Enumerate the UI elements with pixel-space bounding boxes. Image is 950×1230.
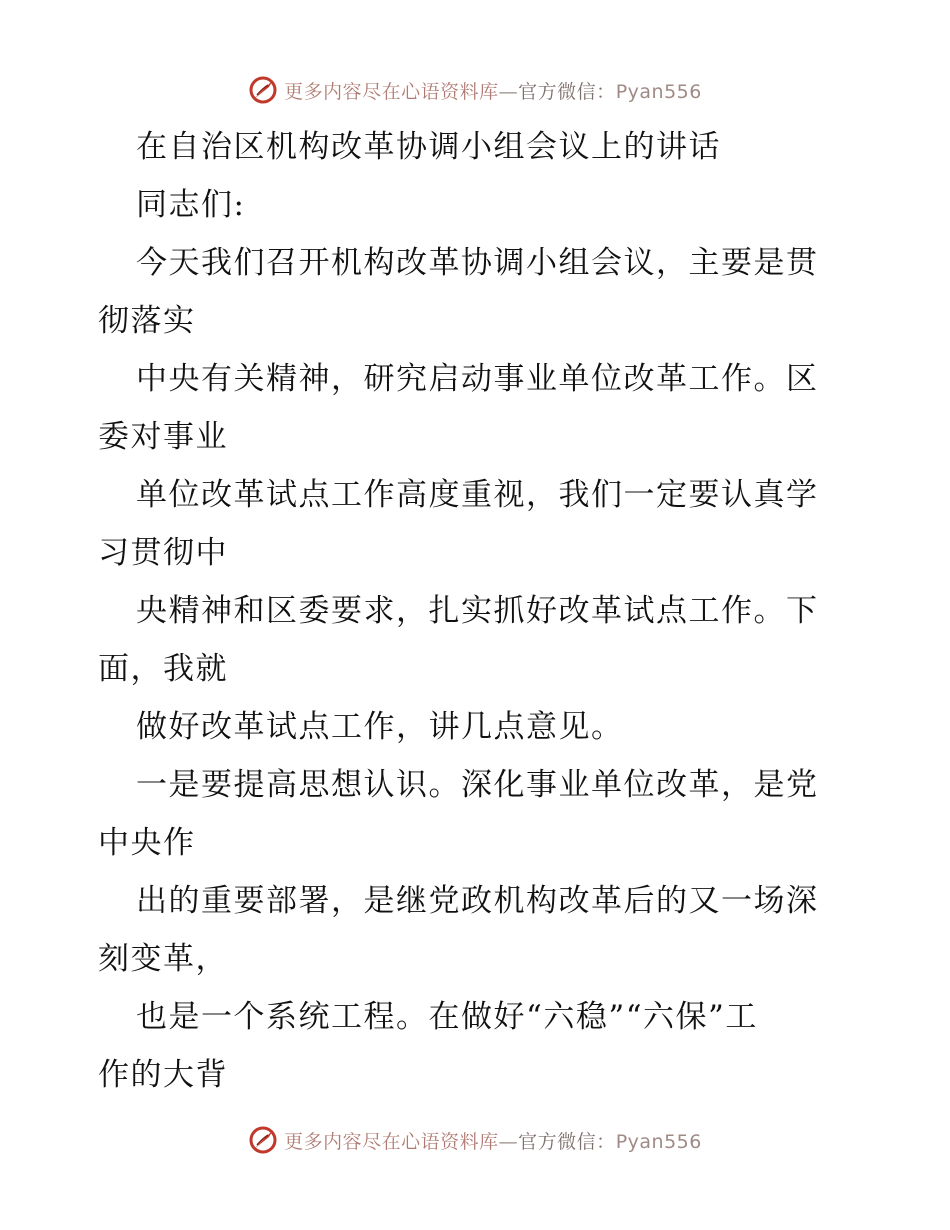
document-title: 在自治区机构改革协调小组会议上的讲话 — [136, 129, 721, 165]
watermark-dash: — — [498, 1130, 519, 1153]
watermark-wechat-id: Pyan556 — [615, 80, 702, 103]
text-line: 委对事业 — [98, 419, 228, 455]
red-quill-seal-icon — [248, 75, 278, 105]
watermark-text — [284, 77, 702, 104]
text-line: 一是要提高思想认识。深化事业单位改革，是党 — [136, 767, 819, 803]
text-line: 也是一个系统工程。在做好“六稳”“六保”工 — [136, 999, 758, 1035]
salutation: 同志们: — [136, 187, 246, 223]
text-line: 习贯彻中 — [98, 535, 228, 571]
text-line: 出的重要部署，是继党政机构改革后的又一场深 — [136, 883, 819, 919]
text-line: 单位改革试点工作高度重视，我们一定要认真学 — [136, 477, 819, 513]
watermark-text — [284, 1127, 702, 1154]
watermark-site: 更多内容尽在心语资料库 — [284, 1130, 499, 1153]
red-quill-seal-icon — [248, 1125, 278, 1155]
watermark-wechat-label: 官方微信： — [518, 80, 616, 103]
text-line: 作的大背 — [98, 1057, 228, 1093]
watermark-header — [0, 70, 950, 110]
text-line: 央精神和区委要求，扎实抓好改革试点工作。下 — [136, 593, 819, 629]
watermark-footer — [0, 1120, 950, 1160]
text-line: 中央有关精神，研究启动事业单位改革工作。区 — [136, 361, 819, 397]
watermark-wechat-label: 官方微信： — [518, 1130, 616, 1153]
watermark-site: 更多内容尽在心语资料库 — [284, 80, 499, 103]
text-line: 做好改革试点工作，讲几点意见。 — [136, 709, 624, 745]
text-line: 刻变革， — [98, 941, 228, 977]
document-body — [98, 118, 858, 1104]
watermark-wechat-id: Pyan556 — [615, 1130, 702, 1153]
watermark-dash: — — [498, 80, 519, 103]
text-line: 面，我就 — [98, 651, 228, 687]
text-line: 中央作 — [98, 825, 196, 861]
text-line: 彻落实 — [98, 303, 196, 339]
text-line: 今天我们召开机构改革协调小组会议，主要是贯 — [136, 245, 819, 281]
